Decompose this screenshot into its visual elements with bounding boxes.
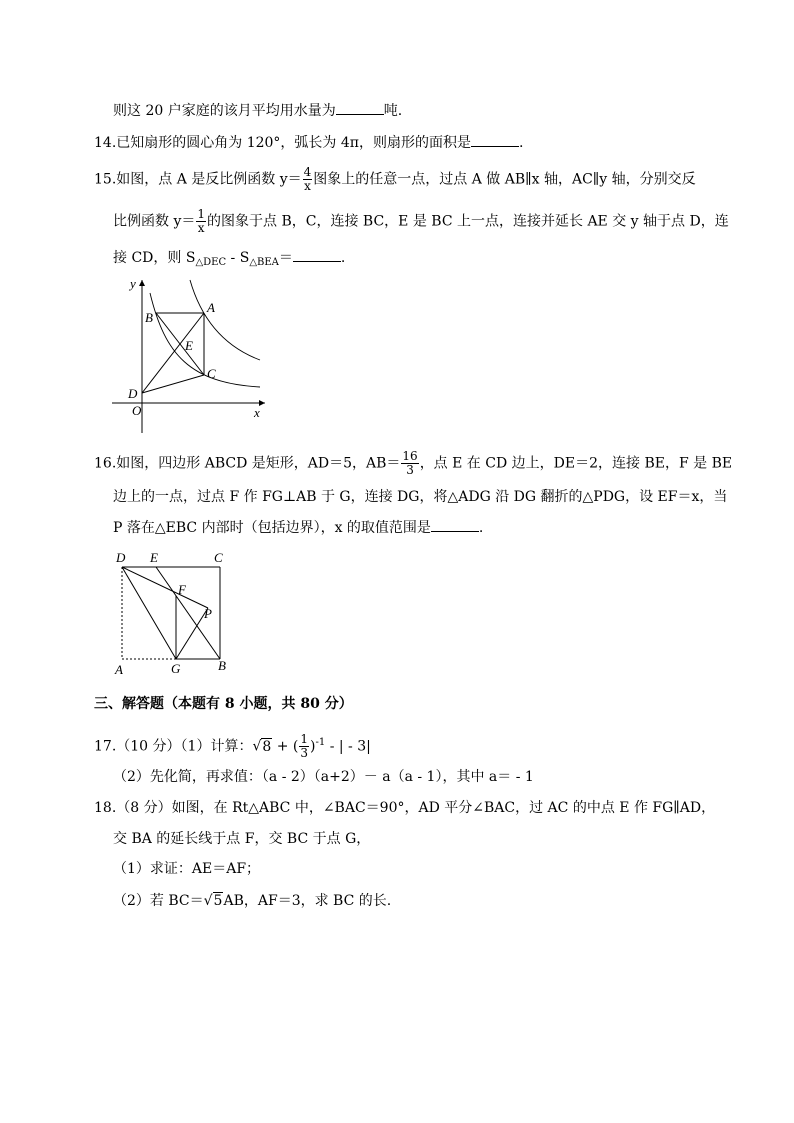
q16-label-C: C: [214, 550, 223, 565]
q17-part1-label: （1）计算：: [180, 738, 253, 755]
q18-part2-a: （2）若 BC＝: [113, 893, 204, 909]
q16-label-E: E: [150, 550, 158, 565]
q15-y-arrow: [139, 280, 145, 286]
q15-text-2b: 的图象于点 B，C，连接 BC，E 是 BC 上一点，连接并延长 AE 交 y 轴于点 D，连: [207, 213, 729, 230]
q13-unit: 吨.: [383, 103, 403, 119]
q18-line-3: [113, 859, 260, 879]
q18-text-2: 交 BA 的延长线于点 F，交 BC 于点 G，: [113, 831, 371, 847]
q15-fraction-1-over-x: [196, 208, 206, 235]
q15-frac1-den: x: [304, 179, 311, 193]
q15-frac2-num: 1: [197, 207, 205, 221]
q15-text-3a: 接 CD，则 S: [113, 250, 196, 266]
q14-text: 已知扇形的圆心角为 120°，弧长为 4π，则扇形的面积是: [116, 135, 471, 151]
q15-frac2-den: x: [197, 221, 205, 235]
q18-line-2: [113, 829, 370, 849]
q14-number: 14.: [94, 135, 117, 151]
q17-fraction-1-over-3: [299, 733, 309, 760]
q16-text-2: 边上的一点，过点 F 作 FG⊥AB 于 G，连接 DG，将△ADG 沿 DG 翻折的△PDG，设 EF＝x，当: [113, 489, 728, 505]
q13-line: [113, 100, 402, 121]
q15-label-E: E: [185, 338, 193, 353]
q15-number: 15.: [94, 171, 117, 188]
q13-answer-blank: [336, 100, 384, 115]
q14-answer-blank: [471, 132, 519, 147]
q15-label-x: x: [254, 405, 260, 420]
q15-label-y: y: [130, 276, 136, 291]
q18-line-1: [94, 798, 715, 818]
q15-text-3b: - S: [226, 250, 250, 266]
q18-part1: （1）求证：AE＝AF；: [113, 861, 261, 877]
q17-frac-num: 1: [300, 732, 309, 747]
q16-text-1a: 如图，四边形 ABCD 是矩形，AD＝5，AB＝: [116, 455, 401, 472]
q15-text-3c: ＝: [278, 250, 293, 266]
q16-label-G: G: [171, 661, 181, 676]
q15-curve-1-over-x: [150, 293, 260, 387]
q18-sqrt-sign: √: [203, 893, 213, 909]
q13-text: 则这 20 户家庭的该月平均用水量为: [113, 103, 336, 119]
q16-end: .: [478, 520, 484, 536]
q16-line-2: [113, 487, 727, 507]
q16-frac-num: 16: [402, 449, 418, 463]
q14-line: [94, 132, 523, 153]
q15-label-A: A: [207, 300, 215, 315]
q16-line-1: [94, 450, 732, 477]
q15-text-1b: 图象上的任意一点，过点 A 做 AB∥x 轴，AC∥y 轴，分别交反: [313, 171, 696, 188]
q15-text-1a: 如图，点 A 是反比例函数 y＝: [116, 171, 302, 188]
q16-label-B: B: [218, 658, 226, 673]
q15-x-arrow: [259, 400, 265, 406]
q16-label-A: A: [115, 662, 123, 677]
q16-segment-DG: [122, 567, 176, 659]
q18-line-4: [113, 891, 391, 911]
q15-text-2a: 比例函数 y＝: [113, 213, 196, 230]
q17-line-1: [94, 733, 371, 760]
q15-segment-AD: [142, 313, 204, 393]
q17-tail: - | - 3|: [325, 738, 371, 755]
q17-exponent: -1: [315, 737, 326, 748]
q16-number: 16.: [94, 455, 117, 472]
q15-sub-dec: △DEC: [195, 257, 227, 268]
q17-number: 17.: [94, 738, 117, 755]
q17-sqrt-sign: √: [252, 738, 262, 755]
q17-sqrt-value: 8: [262, 738, 272, 755]
q16-text-1b: ，点 E 在 CD 边上，DE＝2，连接 BE，F 是 BE: [419, 455, 733, 472]
q18-text-1: （8 分）如图，在 Rt△ABC 中，∠BAC＝90°，AD 平分∠BAC，过 AC 的中点 E 作 FG∥AD，: [116, 800, 716, 816]
q15-line-2: [113, 208, 729, 235]
q15-frac1-num: 4: [303, 165, 312, 179]
q15-line-3: [113, 247, 345, 273]
section-3-title: 三、解答题（本题有 8 小题，共 80 分）: [94, 696, 353, 712]
q15-fraction-4-over-x: [303, 166, 313, 193]
q15-label-B: B: [145, 310, 153, 325]
q17-mid: + (: [272, 738, 299, 755]
q16-label-P: P: [204, 606, 212, 621]
q15-label-C: C: [207, 366, 216, 381]
q15-figure: [110, 275, 270, 435]
q16-label-F: F: [178, 582, 186, 597]
q18-part2-b: AB，AF＝3，求 BC 的长.: [223, 893, 392, 909]
q15-label-O: O: [132, 403, 142, 418]
q14-end: .: [519, 135, 524, 151]
q15-label-D: D: [128, 386, 138, 401]
q15-segment-DC: [142, 375, 204, 393]
q17-frac-den: 3: [300, 746, 309, 761]
q16-figure: [110, 545, 235, 680]
q16-line-3: [113, 517, 483, 538]
q15-line-1: [94, 166, 696, 193]
q16-frac-den: 3: [406, 463, 414, 477]
q15-sub-bea: △BEA: [249, 257, 279, 268]
q17-score: （10 分）: [116, 738, 181, 755]
q15-answer-blank: [293, 247, 341, 262]
q16-answer-blank: [431, 517, 479, 532]
q17-part2: （2）先化简，再求值：（a - 2）（a+2）－ a（a - 1），其中 a＝ - 1: [113, 769, 534, 785]
q18-number: 18.: [94, 800, 117, 816]
q16-segment-DP: [122, 567, 208, 608]
q16-text-3: P 落在△EBC 内部时（包括边界），x 的取值范围是: [113, 520, 431, 536]
q15-curve-4-over-x: [190, 280, 260, 360]
q16-fraction-16-over-3: [401, 450, 418, 477]
q15-end: .: [340, 250, 346, 266]
q17-close-paren: ): [310, 738, 316, 755]
q16-label-D: D: [116, 550, 126, 565]
q17-line-2: [113, 767, 534, 787]
q18-sqrt-value: 5: [213, 893, 223, 909]
